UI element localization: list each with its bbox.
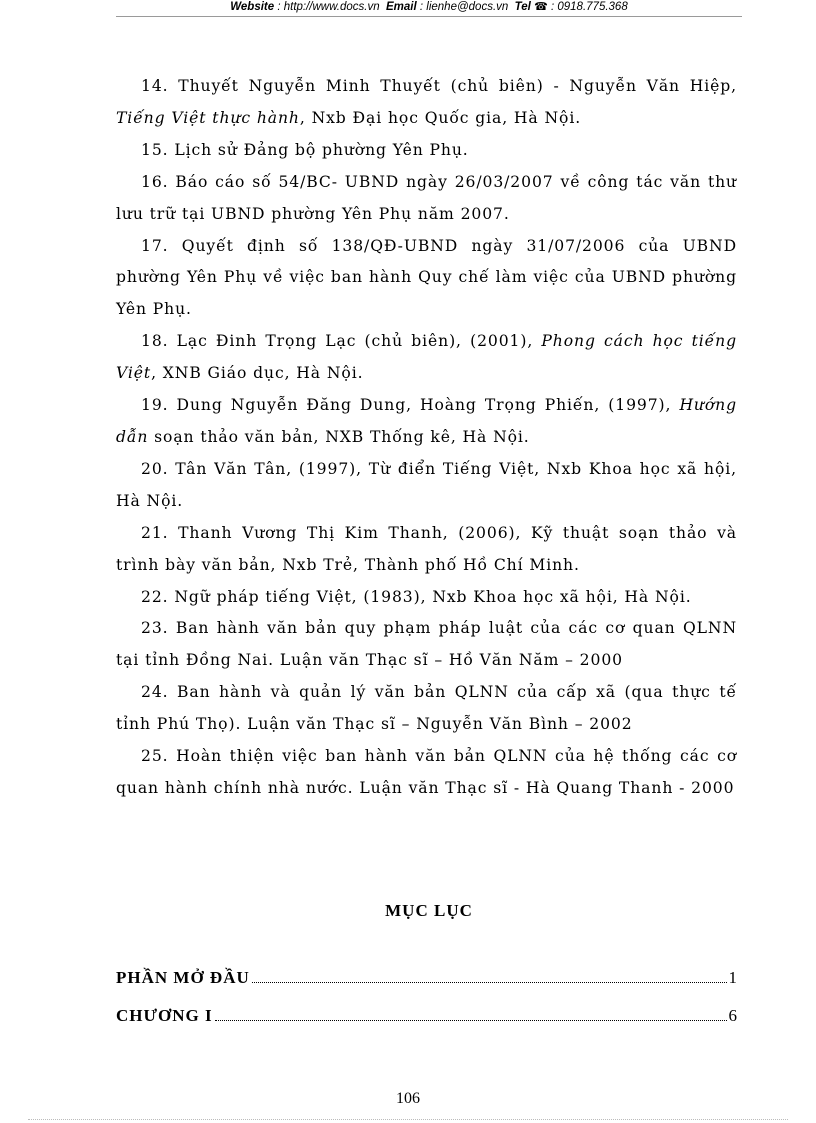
reference-item bbox=[116, 518, 737, 582]
toc-entry-page: 1 bbox=[728, 968, 737, 987]
reference-text: 19. Dung Nguyễn Đăng Dung, Hoàng Trọng Phiến, (1997), bbox=[141, 396, 680, 415]
reference-list bbox=[116, 71, 737, 805]
reference-title-italic: Hướng dẫn bbox=[116, 396, 737, 446]
phone-icon: ☎ bbox=[534, 1, 548, 13]
footer-divider bbox=[28, 1119, 788, 1120]
reference-text: , Nxb Đại học Quốc gia, Hà Nội. bbox=[299, 108, 582, 127]
page-header bbox=[116, 0, 742, 17]
page-number: 106 bbox=[396, 1090, 420, 1107]
reference-item bbox=[116, 135, 737, 167]
reference-item bbox=[116, 390, 737, 454]
reference-item bbox=[116, 582, 737, 614]
reference-text: 14. Thuyết Nguyễn Minh Thuyết (chủ biên) - Nguyễn Văn Hiệp, bbox=[141, 77, 737, 95]
email-separator: : bbox=[416, 1, 427, 13]
reference-text: 25. Hoàn thiện việc ban hành văn bản QLNN của hệ thống các cơ quan hành chính nhà nước. Luận văn Thạc sĩ - Hà Quang Thanh - 2000 bbox=[116, 747, 737, 797]
toc-heading: MỤC LỤC bbox=[385, 901, 473, 920]
reference-item bbox=[116, 677, 737, 741]
tel-separator: : bbox=[547, 1, 558, 13]
reference-text: 16. Báo cáo số 54/BC- UBND ngày 26/03/2007 về công tác văn thư lưu trữ tại UBND phường Yên Phụ năm 2007. bbox=[116, 172, 737, 223]
reference-text: 22. Ngữ pháp tiếng Việt, (1983), Nxb Khoa học xã hội, Hà Nội. bbox=[141, 587, 692, 606]
reference-item bbox=[116, 71, 737, 135]
website-label: Website bbox=[230, 1, 275, 13]
reference-text: 23. Ban hành văn bản quy phạm pháp luật của các cơ quan QLNN tại tỉnh Đồng Nai. Luận văn Thạc sĩ – Hồ Văn Năm – 2000 bbox=[116, 619, 737, 670]
reference-text: 18. Lạc Đinh Trọng Lạc (chủ biên), (2001), bbox=[141, 332, 542, 351]
reference-item bbox=[116, 167, 737, 231]
toc-entry[interactable] bbox=[116, 968, 737, 988]
toc-entry-label: CHƯƠNG I bbox=[116, 1006, 213, 1025]
reference-item bbox=[116, 741, 737, 805]
reference-text: 15. Lịch sử Đảng bộ phường Yên Phụ. bbox=[141, 140, 469, 159]
reference-item bbox=[116, 326, 737, 390]
tel-label: Tel bbox=[514, 1, 531, 13]
reference-text: , XNB Giáo dục, Hà Nội. bbox=[151, 364, 364, 383]
reference-title-italic: Tiếng Việt thực hành bbox=[116, 108, 300, 127]
email-label: Email bbox=[386, 1, 417, 13]
reference-text: 21. Thanh Vương Thị Kim Thanh, (2006), Kỹ thuật soạn thảo và trình bày văn bản, Nxb Trẻ, Thành phố Hồ Chí Minh. bbox=[116, 523, 737, 574]
reference-text: 17. Quyết định số 138/QĐ-UBND ngày 31/07/2006 của UBND phường Yên Phụ về việc ban hành Quy chế làm việc của UBND phường Yên Phụ. bbox=[116, 236, 737, 319]
toc-leader-dots bbox=[252, 981, 727, 983]
reference-item bbox=[116, 454, 737, 518]
reference-text: soạn thảo văn bản, NXB Thống kê, Hà Nội. bbox=[148, 427, 530, 446]
toc-entry-label: PHẦN MỞ ĐẦU bbox=[116, 968, 250, 987]
email-link[interactable]: lienhe@docs.vn bbox=[426, 1, 509, 13]
website-link[interactable]: http://www.docs.vn bbox=[283, 1, 380, 13]
website-separator: : bbox=[274, 1, 284, 13]
toc-entry[interactable] bbox=[116, 1006, 737, 1026]
reference-text: 24. Ban hành và quản lý văn bản QLNN của cấp xã (qua thực tế tỉnh Phú Thọ). Luận văn Thạc sĩ – Nguyễn Văn Bình – 2002 bbox=[116, 683, 737, 734]
reference-item bbox=[116, 231, 737, 327]
reference-text: 20. Tân Văn Tân, (1997), Từ điển Tiếng Việt, Nxb Khoa học xã hội, Hà Nội. bbox=[116, 459, 737, 510]
toc-leader-dots bbox=[215, 1019, 727, 1021]
tel-value: 0918.775.368 bbox=[557, 1, 628, 13]
reference-item bbox=[116, 613, 737, 677]
toc-entry-page: 6 bbox=[728, 1006, 737, 1025]
reference-title-italic: Phong cách học tiếng Việt bbox=[116, 332, 737, 383]
